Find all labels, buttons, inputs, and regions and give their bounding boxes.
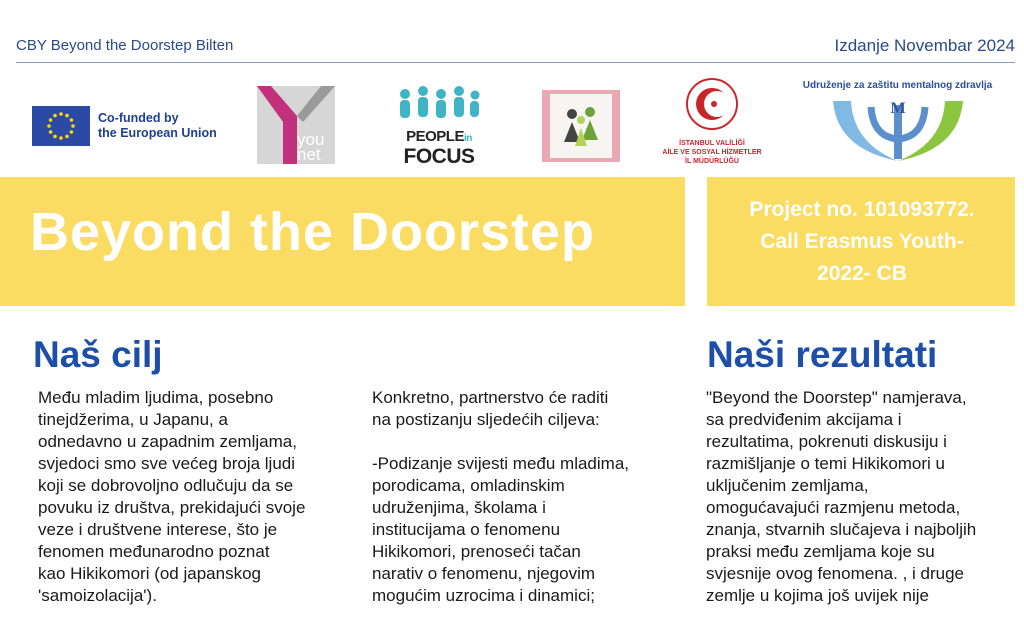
header-divider — [16, 62, 1015, 63]
pif-line1-small: in — [463, 133, 472, 144]
younet-logo — [257, 86, 335, 164]
younet-logo-text: you net — [297, 130, 325, 164]
goal-paragraph: Među mladim ljudima, posebno tinejdžerima, u Japanu, a odnedavno u zapadnim zemljama, svjedoci smo sve većeg broja ljudi koji se dobrovoljno odlučuju da se povuku iz društva, prekidajući svoje veze i društvene interese, što je fenomen međunarodno poznat kao Hikikomori (od japanskog 'samoizolacija'). — [38, 388, 306, 605]
project-info — [722, 194, 1002, 290]
istanbul-governorship-logo — [662, 76, 762, 176]
pif-line1: PEOPLE — [406, 128, 464, 145]
pif-line2: FOCUS — [403, 145, 475, 168]
eu-logo-line2: the European Union — [98, 126, 217, 140]
edition-label: Izdanje Novembar 2024 — [834, 36, 1015, 55]
eu-logo-line1: Co-funded by — [98, 111, 179, 125]
people-group-icon — [393, 84, 485, 124]
people-in-focus-logo — [393, 84, 485, 166]
results-paragraph: "Beyond the Doorstep" namjerava, sa predviđenim akcijama i rezultatima, pokrenuti diskusiju i razmišljanje o temi Hikikomori u uključenim zemljama, omogućavajući razmjenu metoda, znanja, stvarnih slučajeva i najboljih praksi među zemljama koje su svjesnije ovog fenomena. , i druge zemlje u kojima još uvijek nije — [706, 388, 977, 605]
project-line3: 2022- CB — [817, 262, 907, 285]
mental-logo-letter: M — [889, 100, 906, 117]
mental-health-title: Udruženje za zaštitu mentalnog zdravlja — [802, 80, 993, 91]
goal-heading: Naš cilj — [33, 334, 163, 375]
istanbul-line2: AİLE VE SOSYAL HİZMETLER — [662, 149, 762, 156]
objectives-paragraph: Konkretno, partnerstvo će raditi na postizanju sljedećih ciljeva: -Podizanje svijesti među mladima, porodicama, omladinskim udruženjima, školama i institucijama o fenomenu Hikikomori, prenoseći tačan narativ o fenomenu, njegovim mogućim uzrocima i dinamici; — [372, 388, 629, 605]
project-line1: Project no. 101093772. — [749, 198, 975, 221]
project-line2: Call Erasmus Youth- — [760, 230, 964, 253]
newsletter-name: CBY Beyond the Doorstep Bilten — [16, 37, 234, 54]
eu-flag-icon — [32, 106, 90, 146]
istanbul-line3: İL MÜDÜRLÜĞÜ — [685, 158, 739, 165]
eu-cofunded-logo — [32, 104, 232, 148]
istanbul-line1: İSTANBUL VALİLİĞİ — [679, 140, 745, 147]
psi-hands-icon — [823, 91, 973, 167]
crescent-emblem-icon — [684, 76, 740, 132]
partner-logo-pink — [542, 90, 620, 162]
results-heading: Naši rezultati — [707, 334, 938, 375]
mental-health-association-logo — [795, 80, 1000, 170]
main-title: Beyond the Doorstep — [30, 202, 596, 262]
